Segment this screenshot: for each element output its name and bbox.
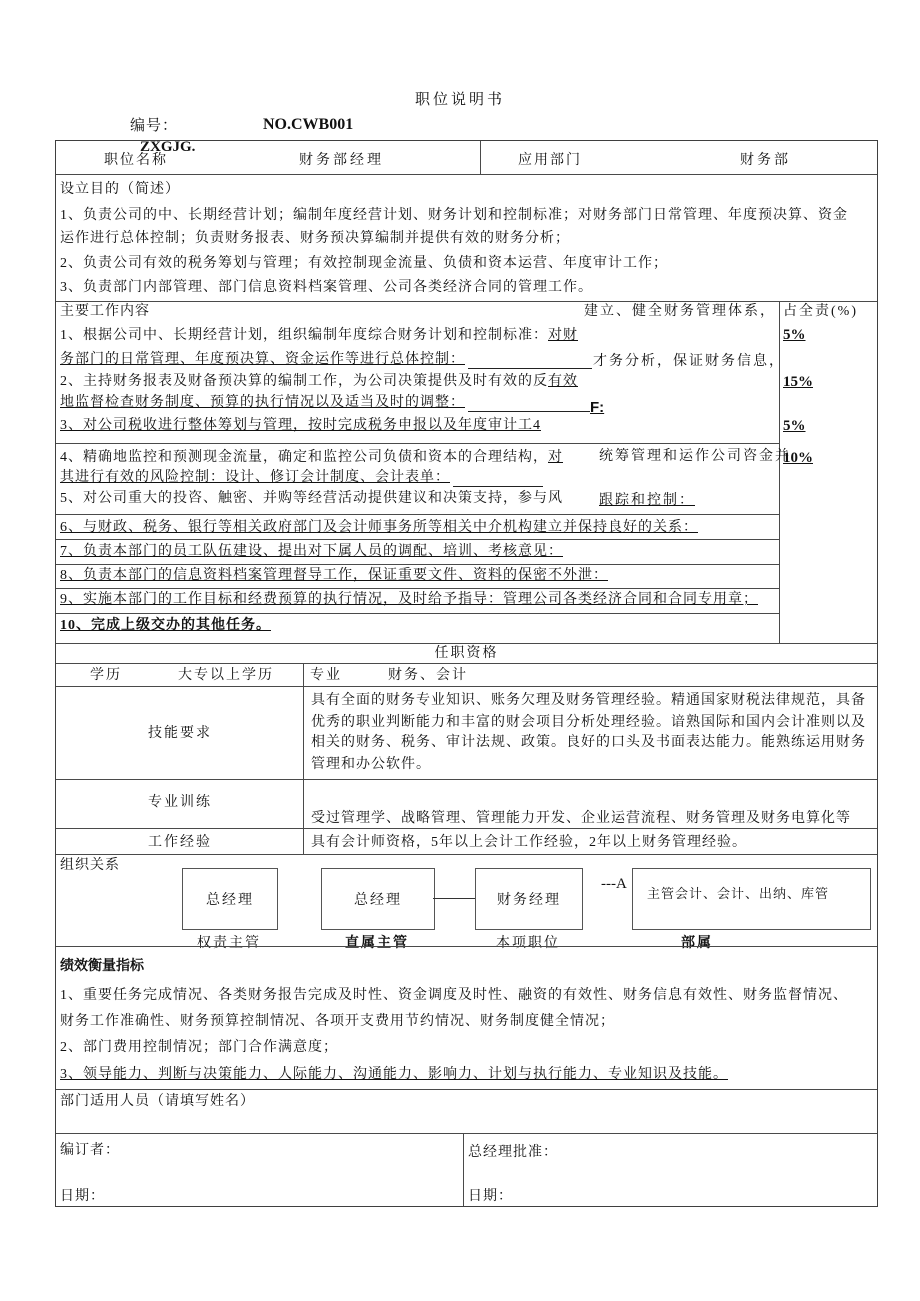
skill-line: 优秀的职业判断能力和丰富的财会项目分析处理经验。谙熟国际和国内会计准则以及 — [311, 715, 866, 730]
duty-line — [60, 518, 698, 538]
duty-text-underlined: 务部门的日常管理、年度预决算、资金运作等进行总体控制： — [60, 352, 465, 367]
duty-line — [60, 566, 608, 586]
org-box-text: 主管会计、会计、出纳、库管 — [647, 886, 830, 901]
qualifications-divider — [303, 663, 304, 854]
duty-line — [60, 448, 563, 468]
duty-text-underlined: 8、负责本部门的信息资料档案管理督导工作，保证重要文件、资料的保密不外泄： — [60, 568, 608, 583]
percent-value: 5% — [783, 327, 806, 343]
purpose-heading: 设立目的（简述） — [60, 182, 180, 197]
position-name-label: 职位名称 — [104, 153, 168, 168]
section-border — [56, 854, 877, 855]
blank-underline — [453, 468, 543, 487]
row-border — [56, 779, 877, 780]
duty-line — [60, 393, 465, 413]
duty-text: 4、精确地监控和预测现金流量，确定和监控公司负债和资本的合理结构， — [60, 450, 548, 465]
purpose-line: 3、负责部门内部管理、部门信息资料档案管理、公司各类经济合同的管理工作。 — [60, 280, 593, 295]
row-border — [56, 174, 877, 175]
duty-text: 1、根据公司中、长期经营计划，组织编制年度综合财务计划和控制标准： — [60, 328, 548, 343]
skill-line: 管理和办公软件。 — [311, 757, 431, 772]
org-box-text: 总经理 — [354, 893, 402, 908]
main-table — [55, 140, 878, 1207]
doc-number-label: 编号： — [130, 118, 179, 134]
experience-value: 具有会计师资格，5年以上会计工作经验，2年以上财务管理经验。 — [311, 835, 747, 850]
blank-underline — [468, 350, 592, 369]
experience-label: 工作经验 — [148, 835, 212, 850]
duty-text: 2、主持财务报表及财备预决算的编制工作，为公司决策提供及时有效的反 — [60, 374, 548, 389]
percent-value: 10% — [783, 450, 813, 466]
percent-column-header: 占全责(%) — [783, 304, 858, 319]
applicable-dept-label: 应用部门 — [518, 153, 582, 168]
page-title: 职位说明书 — [414, 92, 505, 108]
duty-text-underlined: 其进行有效的风险控制：设计、修订会计制度、会计表单： — [60, 470, 450, 485]
duties-note-fragment: 跟踪和控制： — [599, 493, 695, 508]
duty-text-underlined: 6、与财政、税务、银行等相关政府部门及会计师事务所等相关中介机构建立并保持良好的关系： — [60, 520, 698, 535]
row-border — [56, 828, 877, 829]
duty-text-underlined: 9、实施本部门的工作目标和经费预算的执行情况，及时给予指导：管理公司各类经济合同和合同专用章； — [60, 592, 758, 607]
position-name-value: 财务部经理 — [299, 153, 384, 168]
education-value: 大专以上学历 — [178, 668, 274, 683]
blank-underline — [468, 393, 590, 412]
duties-note-fragment: 统筹管理和运作公司咨金并 — [599, 449, 791, 464]
duties-note-fragment: 才务分析，保证财务信息， — [593, 354, 785, 369]
duty-line — [60, 542, 563, 562]
org-dash-connector: ---A — [601, 876, 627, 892]
org-box-this-position — [475, 868, 583, 930]
date-label-left: 日期： — [60, 1189, 105, 1204]
duty-text-underlined: 3、对公司税收进行整体筹划与管理，按时完成税务申报以及年度审计工4 — [60, 418, 541, 433]
row-border — [56, 686, 877, 687]
duty-line — [60, 350, 465, 370]
percent-value: 15% — [783, 374, 813, 390]
row-border — [56, 588, 779, 589]
row-border — [56, 564, 779, 565]
duty-text-underlined: 有效 — [548, 374, 578, 389]
row-border — [56, 514, 779, 515]
purpose-line: 2、负责公司有效的税务筹划与管理；有效控制现金流量、负债和资本运营、年度审计工作； — [60, 256, 668, 271]
row-border — [56, 663, 877, 664]
duty-line — [60, 489, 563, 509]
major-label: 专业 — [310, 668, 342, 683]
header-divider — [480, 141, 481, 174]
applicable-dept-value: 财务部 — [740, 153, 791, 168]
org-box-text: 财务经理 — [497, 893, 561, 908]
duty-line — [60, 590, 758, 610]
kpi-heading: 绩效衡量指标 — [60, 959, 144, 974]
org-box-subordinates — [632, 868, 871, 930]
kpi-line: 1、重要任务完成情况、各类财务报告完成及时性、资金调度及时性、融资的有效性、财务信息有效性、财务监督情况、 — [60, 988, 848, 1003]
org-box-label: 权责主管 — [197, 936, 261, 951]
row-border — [56, 443, 779, 444]
skill-label: 技能要求 — [148, 726, 212, 741]
duties-heading: 主要工作内容 — [60, 304, 150, 319]
qualifications-heading: 任职资格 — [434, 646, 499, 661]
org-box-label: 部属 — [681, 936, 713, 951]
section-border — [56, 1133, 877, 1134]
duty-text: 5、对公司重大的投咨、触密、并购等经营活动提供建议和决策支持，参与风 — [60, 491, 563, 506]
org-heading: 组织关系 — [60, 858, 120, 873]
section-border — [56, 946, 877, 947]
doc-number-value: NO.CWB001 — [263, 116, 354, 133]
org-box-direct-supervisor — [321, 868, 435, 930]
section-border — [56, 1089, 877, 1090]
date-label-right: 日期： — [468, 1189, 513, 1204]
org-box-label: 本项职位 — [496, 936, 560, 951]
duty-line — [60, 416, 541, 436]
editor-label: 编订者： — [60, 1143, 120, 1158]
doc-code: ZXGJG. — [140, 139, 196, 155]
kpi-line: 3、领导能力、判断与决策能力、人际能力、沟通能力、影响力、计划与执行能力、专业知识及技能。 — [60, 1067, 728, 1082]
duty-text-underlined: 地监督检查财务制度、预算的执行情况以及适当及时的调整： — [60, 395, 465, 410]
skill-line: 相关的财务、税务、审计法规、政策。良好的口头及书面表达能力。能熟练运用财务 — [311, 735, 866, 750]
kpi-line: 财务工作准确性、财务预算控制情况、各项开支费用节约情况、财务制度健全情况； — [60, 1014, 615, 1029]
kpi-line: 2、部门费用控制情况；部门合作满意度； — [60, 1040, 338, 1055]
percent-value: 5% — [783, 418, 806, 434]
education-label: 学历 — [90, 668, 122, 683]
purpose-line: 1、负责公司的中、长期经营计划；编制年度经营计划、财务计划和控制标准；对财务部门日常管理、年度预决算、资金 — [60, 208, 848, 223]
duty-line — [60, 468, 450, 488]
duty-line — [60, 616, 271, 636]
training-label: 专业训练 — [148, 795, 212, 810]
org-box-text: 总经理 — [206, 893, 254, 908]
purpose-line: 运作进行总体控制；负责财务报表、财务预决算编制并提供有效的财务分析； — [60, 231, 570, 246]
major-value: 财务、会计 — [388, 668, 468, 683]
duty-text-underlined: 7、负责本部门的员工队伍建设、提出对下属人员的调配、培训、考核意见： — [60, 544, 563, 559]
row-border — [56, 613, 779, 614]
org-box-authority-supervisor — [182, 868, 278, 930]
org-connector-line — [433, 898, 475, 899]
row-border — [56, 539, 779, 540]
org-box-label: 直属主管 — [345, 936, 409, 951]
duty-line — [60, 326, 578, 346]
duty-text-underlined: 对财 — [548, 328, 578, 343]
training-value: 受过管理学、战略管理、管理能力开发、企业运营流程、财务管理及财务电算化等 — [311, 811, 851, 826]
skill-line: 具有全面的财务专业知识、账务欠理及财务管理经验。精通国家财税法律规范，具备 — [311, 693, 866, 708]
approver-label: 总经理批准： — [468, 1145, 558, 1160]
duty-text-underlined: 10、完成上级交办的其他任务。 — [60, 618, 271, 633]
duties-note-fragment: F: — [590, 399, 605, 416]
duty-text-underlined: 对 — [548, 450, 563, 465]
applicable-personnel-heading: 部门适用人员（请填写姓名） — [60, 1094, 255, 1109]
duty-line — [60, 372, 578, 392]
footer-divider — [463, 1133, 464, 1206]
duties-note-fragment: 建立、健全财务管理体系， — [584, 304, 776, 319]
